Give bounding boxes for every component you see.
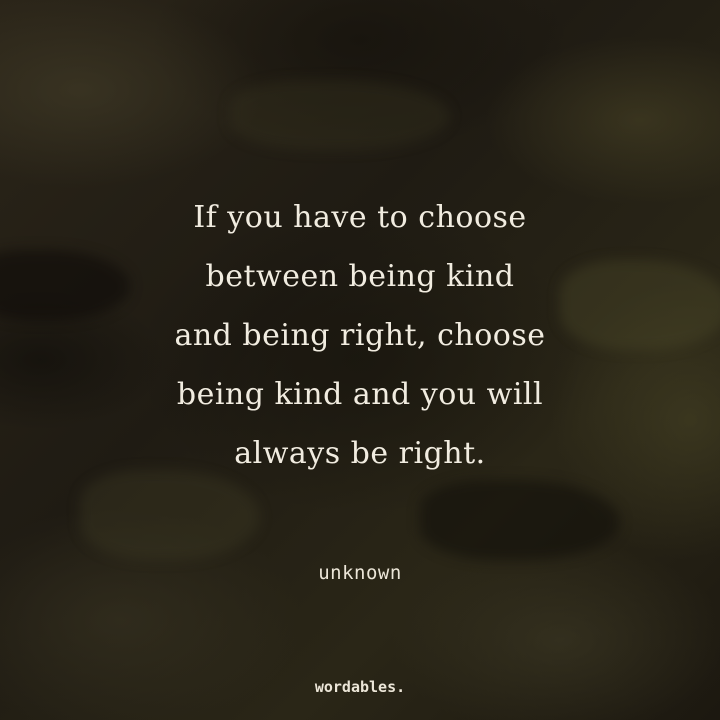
quote-author: unknown [318,562,402,584]
texture-patch [420,480,620,560]
quote-text: If you have to choose between being kind and being right, choose being kind and you will always be right. [174,200,546,471]
brand-watermark: wordables. [314,678,406,696]
texture-patch [80,470,260,560]
texture-patch [230,80,450,150]
